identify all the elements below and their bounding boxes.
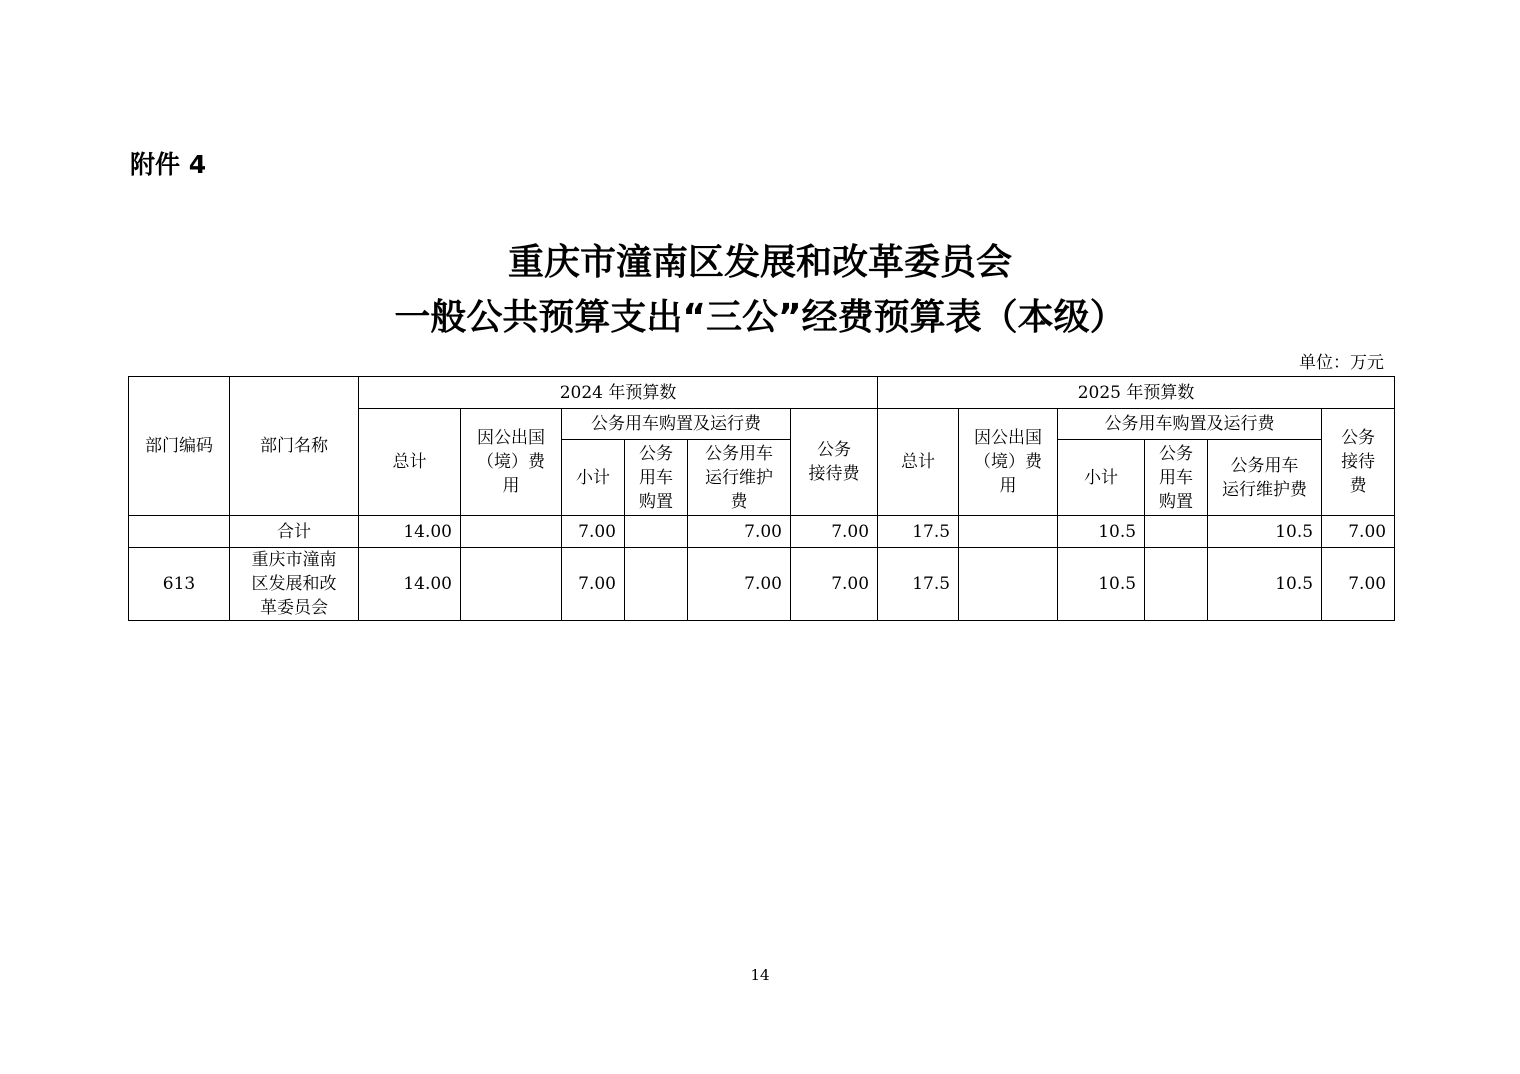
header-dept-code: 部门编码 — [129, 377, 230, 516]
header-maintenance-2025: 公务用车 运行维护费 — [1208, 440, 1322, 516]
cell-code — [129, 516, 230, 548]
cell-y2-maintenance: 10.5 — [1208, 516, 1322, 548]
unit-label: 单位：万元 — [1299, 353, 1384, 373]
table-row-total — [129, 516, 1395, 548]
header-total-2024: 总计 — [359, 409, 461, 516]
cell-y2-subtotal: 10.5 — [1058, 548, 1145, 621]
cell-y2-subtotal: 10.5 — [1058, 516, 1145, 548]
cell-y1-reception: 7.00 — [791, 548, 878, 621]
cell-y1-purchase — [625, 548, 688, 621]
cell-y1-total: 14.00 — [359, 516, 461, 548]
cell-y1-abroad — [461, 516, 562, 548]
header-year-2025: 2025 年预算数 — [878, 377, 1395, 409]
cell-y1-total: 14.00 — [359, 548, 461, 621]
cell-y1-maintenance: 7.00 — [688, 516, 791, 548]
budget-table — [128, 376, 1395, 621]
cell-y2-reception: 7.00 — [1322, 548, 1395, 621]
cell-y2-total: 17.5 — [878, 548, 959, 621]
header-vehicle-group-2025: 公务用车购置及运行费 — [1058, 409, 1322, 440]
cell-y1-maintenance: 7.00 — [688, 548, 791, 621]
header-subtotal-2025: 小计 — [1058, 440, 1145, 516]
cell-name: 合计 — [230, 516, 359, 548]
title-line-2: 一般公共预算支出“三公”经费预算表（本级） — [394, 297, 1126, 338]
header-year-2024: 2024 年预算数 — [359, 377, 878, 409]
cell-y2-reception: 7.00 — [1322, 516, 1395, 548]
header-reception-2025: 公务 接待 费 — [1322, 409, 1395, 516]
table-row-dept — [129, 548, 1395, 621]
header-subtotal-2024: 小计 — [562, 440, 625, 516]
cell-y2-total: 17.5 — [878, 516, 959, 548]
header-abroad-2025: 因公出国 （境）费 用 — [959, 409, 1058, 516]
page-number: 14 — [750, 966, 770, 984]
cell-y2-abroad — [959, 548, 1058, 621]
cell-y2-purchase — [1145, 516, 1208, 548]
cell-y2-maintenance: 10.5 — [1208, 548, 1322, 621]
cell-y2-purchase — [1145, 548, 1208, 621]
cell-code: 613 — [129, 548, 230, 621]
cell-y1-subtotal: 7.00 — [562, 548, 625, 621]
cell-y2-abroad — [959, 516, 1058, 548]
cell-y1-subtotal: 7.00 — [562, 516, 625, 548]
header-reception-2024: 公务 接待费 — [791, 409, 878, 516]
header-purchase-2025: 公务 用车 购置 — [1145, 440, 1208, 516]
header-abroad-2024: 因公出国 （境）费 用 — [461, 409, 562, 516]
header-total-2025: 总计 — [878, 409, 959, 516]
header-vehicle-group-2024: 公务用车购置及运行费 — [562, 409, 791, 440]
header-maintenance-2024: 公务用车 运行维护 费 — [688, 440, 791, 516]
cell-y1-reception: 7.00 — [791, 516, 878, 548]
header-dept-name: 部门名称 — [230, 377, 359, 516]
attachment-label: 附件 4 — [130, 150, 207, 179]
cell-y1-purchase — [625, 516, 688, 548]
cell-y1-abroad — [461, 548, 562, 621]
header-purchase-2024: 公务 用车 购置 — [625, 440, 688, 516]
title-line-1: 重庆市潼南区发展和改革委员会 — [507, 242, 1012, 283]
cell-name: 重庆市潼南 区发展和改 革委员会 — [230, 548, 359, 621]
